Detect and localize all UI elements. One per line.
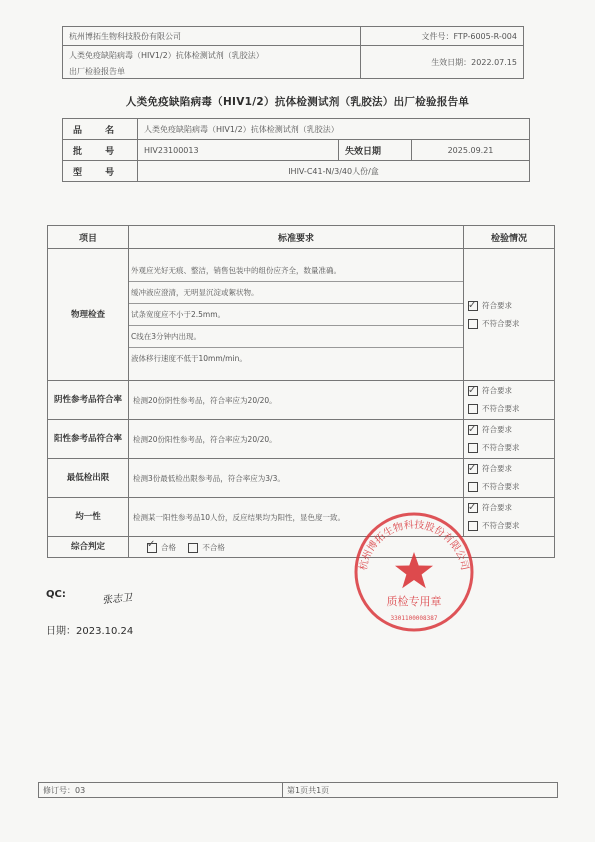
header-product-line1: 人类免疫缺陷病毒（HIV1/2）抗体检测试剂（乳胶法） bbox=[63, 46, 361, 65]
row-item-label: 最低检出限 bbox=[48, 459, 129, 498]
verdict-fail-option[interactable] bbox=[188, 543, 225, 552]
table-row bbox=[48, 249, 555, 381]
col-standard-header: 标准要求 bbox=[129, 226, 464, 249]
table-row bbox=[48, 420, 555, 459]
unchecked-box-icon[interactable] bbox=[468, 482, 478, 492]
model-label: 型 号 bbox=[63, 161, 138, 182]
pass-option-label: 符合要求 bbox=[482, 464, 512, 473]
requirement-text: 液体移行速度不低于10mm/min。 bbox=[131, 354, 247, 363]
table-row bbox=[48, 537, 555, 558]
company-name: 杭州博拓生物科技股份有限公司 bbox=[63, 27, 361, 46]
pass-option-label: 符合要求 bbox=[482, 503, 512, 512]
pass-option[interactable] bbox=[468, 460, 550, 478]
row-item-label: 物理检查 bbox=[48, 249, 129, 381]
batch-value: HIV23100013 bbox=[138, 140, 339, 161]
requirement-text: 缓冲液应澄清，无明显沉淀或絮状物。 bbox=[129, 282, 463, 304]
report-date: 日期：2023.10.24 bbox=[46, 626, 134, 637]
unchecked-box-icon[interactable] bbox=[468, 443, 478, 453]
fail-option[interactable] bbox=[468, 439, 550, 457]
verdict-pass-option[interactable] bbox=[147, 543, 176, 552]
document-footer bbox=[38, 782, 558, 798]
header-product-line2: 出厂检验报告单 bbox=[63, 64, 361, 79]
expiry-label: 失效日期 bbox=[339, 140, 412, 161]
qc-signature: 张志卫 bbox=[101, 592, 133, 607]
fail-option[interactable] bbox=[468, 478, 550, 496]
requirement-text: 试条宽度应不小于2.5mm。 bbox=[129, 304, 463, 326]
pass-option[interactable] bbox=[468, 297, 550, 315]
requirement-text: 检测20份阳性参考品，符合率应为20/20。 bbox=[129, 420, 464, 459]
requirement-text: 检测3份最低检出限参考品，符合率应为3/3。 bbox=[129, 459, 464, 498]
fail-option-label: 不符合要求 bbox=[482, 521, 520, 530]
fail-option[interactable] bbox=[468, 517, 550, 535]
unchecked-box-icon[interactable] bbox=[468, 319, 478, 329]
company-seal-stamp bbox=[352, 510, 476, 634]
seal-purpose-text: 质检专用章 bbox=[386, 595, 442, 608]
batch-label: 批 号 bbox=[63, 140, 138, 161]
checked-box-icon[interactable] bbox=[468, 301, 478, 311]
fail-option[interactable] bbox=[468, 400, 550, 418]
product-name-value: 人类免疫缺陷病毒（HIV1/2）抗体检测试剂（乳胶法） bbox=[138, 119, 530, 140]
col-item-header: 项目 bbox=[48, 226, 129, 249]
row-item-label: 阳性参考品符合率 bbox=[48, 420, 129, 459]
expiry-value: 2025.09.21 bbox=[412, 140, 530, 161]
product-info-table bbox=[62, 118, 530, 182]
fail-option-label: 不符合要求 bbox=[482, 318, 520, 328]
requirement-text: 检测某一阳性参考品10人份，反应结果均为阳性，显色度一致。 bbox=[129, 498, 464, 537]
row-item-label: 阴性参考品符合率 bbox=[48, 381, 129, 420]
product-name-label: 品 名 bbox=[63, 119, 138, 140]
seal-star-icon bbox=[395, 552, 433, 588]
checked-box-icon[interactable] bbox=[147, 543, 157, 553]
effective-date: 生效日期：2022.07.15 bbox=[361, 46, 524, 79]
page-number: 第1页共1页 bbox=[283, 783, 558, 798]
pass-option-label: 符合要求 bbox=[482, 300, 512, 310]
unchecked-box-icon[interactable] bbox=[468, 404, 478, 414]
seal-number-text: 3301100008387 bbox=[390, 615, 438, 622]
report-title: 人类免疫缺陷病毒（HIV1/2）抗体检测试剂（乳胶法）出厂检验报告单 bbox=[125, 96, 470, 108]
row-item-label: 均一性 bbox=[48, 498, 129, 537]
verdict-pass-label: 合格 bbox=[161, 542, 176, 552]
verdict-fail-label: 不合格 bbox=[202, 542, 225, 552]
fail-option[interactable] bbox=[468, 315, 550, 333]
unchecked-box-icon[interactable] bbox=[188, 543, 198, 553]
checked-box-icon[interactable] bbox=[468, 425, 478, 435]
pass-option-label: 符合要求 bbox=[482, 425, 512, 434]
checked-box-icon[interactable] bbox=[468, 386, 478, 396]
seal-company-text: 杭州博拓生物科技股份有限公司 bbox=[358, 519, 470, 572]
fail-option-label: 不符合要求 bbox=[482, 443, 520, 452]
table-row bbox=[48, 459, 555, 498]
table-row bbox=[48, 498, 555, 537]
requirement-text: 检测20份阴性参考品，符合率应为20/20。 bbox=[129, 381, 464, 420]
revision-number: 修订号：03 bbox=[39, 783, 283, 798]
col-result-header: 检验情况 bbox=[464, 226, 555, 249]
pass-option[interactable] bbox=[468, 382, 550, 400]
pass-option-label: 符合要求 bbox=[482, 386, 512, 395]
inspection-table bbox=[47, 225, 555, 558]
checked-box-icon[interactable] bbox=[468, 464, 478, 474]
qc-label: QC: bbox=[46, 589, 66, 600]
requirement-text: C线在3分钟内出现。 bbox=[129, 326, 463, 348]
pass-option[interactable] bbox=[468, 421, 550, 439]
model-value: IHIV-C41-N/3/40人份/盒 bbox=[138, 161, 530, 182]
verdict-label: 综合判定 bbox=[48, 537, 129, 558]
fail-option-label: 不符合要求 bbox=[482, 404, 520, 413]
pass-option[interactable] bbox=[468, 499, 550, 517]
requirement-text: 外观应光好无痕、整洁，销售包装中的组份应齐全，数量准确。 bbox=[129, 260, 463, 282]
document-number: 文件号：FTP-6005-R-004 bbox=[361, 27, 524, 46]
fail-option-label: 不符合要求 bbox=[482, 482, 520, 491]
document-header bbox=[62, 26, 524, 79]
table-row bbox=[48, 381, 555, 420]
